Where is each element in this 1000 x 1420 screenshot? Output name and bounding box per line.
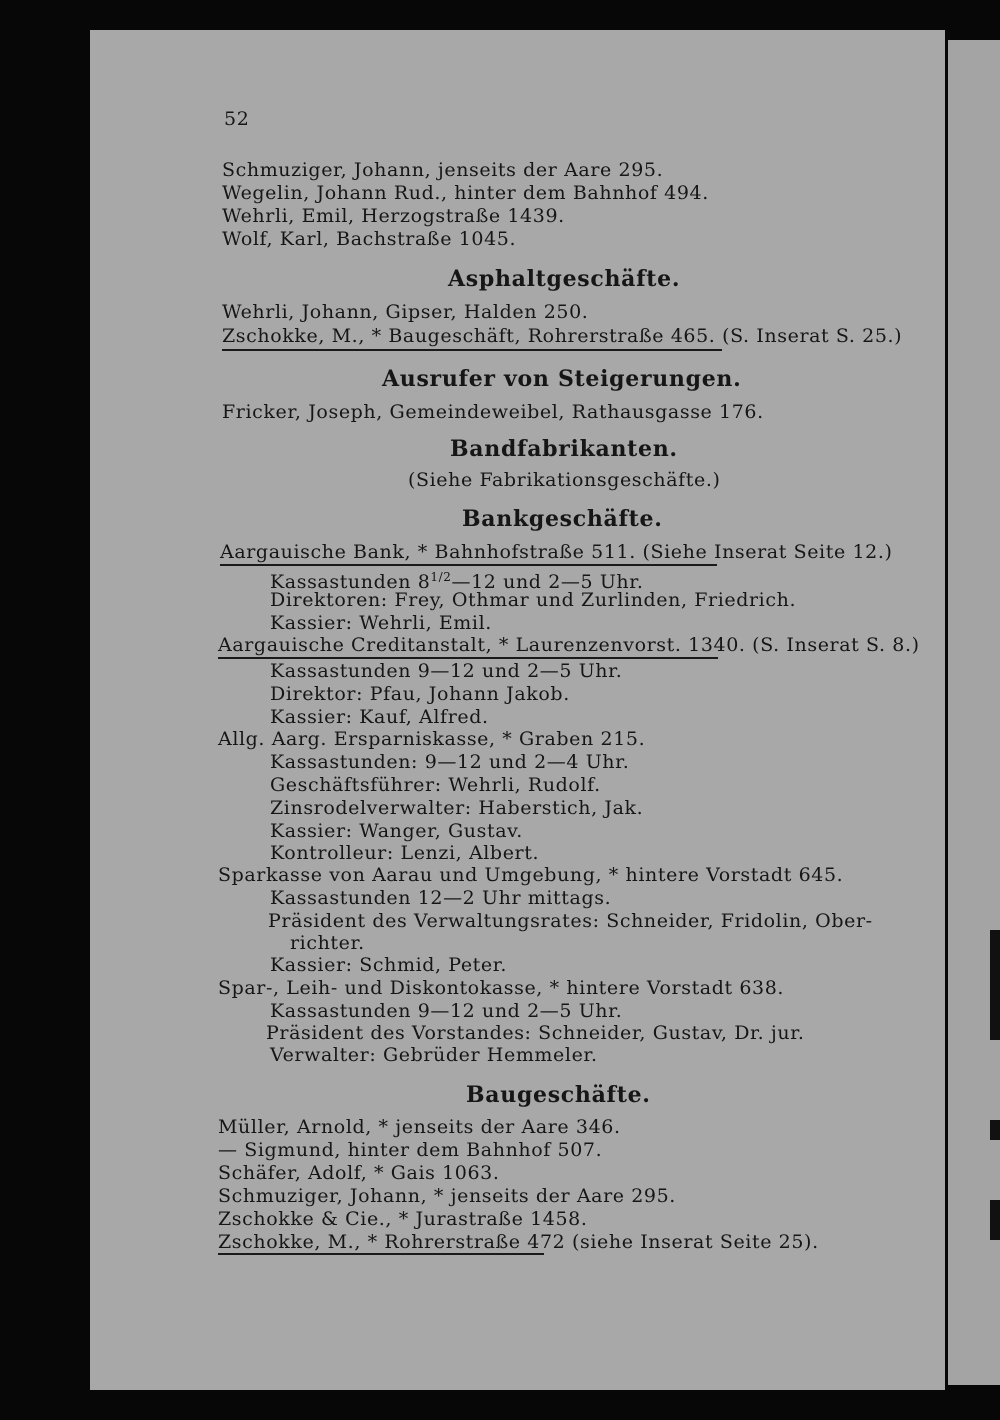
entry-text: —12 und 2—5 Uhr. bbox=[451, 571, 644, 593]
entry-line: Zschokke, M., * Rohrerstraße 472 (siehe Inserat Seite 25). bbox=[218, 1231, 819, 1253]
entry-line: Kassier: Wanger, Gustav. bbox=[270, 820, 523, 842]
section-heading: Baugeschäfte. bbox=[466, 1082, 651, 1108]
entry-line: richter. bbox=[290, 932, 365, 954]
entry-line: Sparkasse von Aarau und Umgebung, * hintere Vorstadt 645. bbox=[218, 864, 844, 886]
entry-line: Zschokke, M., * Baugeschäft, Rohrerstraße 465. (S. Inserat S. 25.) bbox=[222, 325, 903, 347]
entry-line: Präsident des Verwaltungsrates: Schneider, Fridolin, Ober- bbox=[268, 910, 873, 932]
entry-line: Schmuziger, Johann, jenseits der Aare 295. bbox=[222, 159, 664, 181]
entry-line: Wehrli, Emil, Herzogstraße 1439. bbox=[222, 205, 565, 227]
entry-line: Müller, Arnold, * jenseits der Aare 346. bbox=[218, 1116, 621, 1138]
entry-line: Schäfer, Adolf, * Gais 1063. bbox=[218, 1162, 500, 1184]
page-number: 52 bbox=[224, 108, 250, 130]
entry-text: Kassastunden 8 bbox=[270, 571, 431, 593]
entry-line: Direktoren: Frey, Othmar und Zurlinden, Friedrich. bbox=[270, 589, 797, 611]
entry-line: Kassier: Wehrli, Emil. bbox=[270, 612, 492, 634]
entry-line: Geschäftsführer: Wehrli, Rudolf. bbox=[270, 774, 601, 796]
section-heading: Asphaltgeschäfte. bbox=[448, 266, 681, 292]
entry-line: Zinsrodelverwalter: Haberstich, Jak. bbox=[270, 797, 644, 819]
entry-line: Spar-, Leih- und Diskontokasse, * hintere Vorstadt 638. bbox=[218, 977, 785, 999]
section-heading: Bandfabrikanten. bbox=[450, 436, 678, 462]
entry-line: Kassier: Kauf, Alfred. bbox=[270, 706, 489, 728]
entry-line: Direktor: Pfau, Johann Jakob. bbox=[270, 683, 570, 705]
entry-line: Kassastunden 9—12 und 2—5 Uhr. bbox=[270, 1000, 623, 1022]
section-heading: Bankgeschäfte. bbox=[462, 506, 663, 532]
adjacent-page-mark bbox=[990, 930, 1000, 1040]
fraction-text: 1/2 bbox=[430, 570, 452, 584]
entry-line: Wehrli, Johann, Gipser, Halden 250. bbox=[222, 301, 589, 323]
entry-line: Wegelin, Johann Rud., hinter dem Bahnhof 494. bbox=[222, 182, 709, 204]
entry-line: Allg. Aarg. Ersparniskasse, * Graben 215. bbox=[218, 728, 646, 750]
entry-line: Präsident des Vorstandes: Schneider, Gustav, Dr. jur. bbox=[266, 1022, 805, 1044]
advert-rule bbox=[218, 1253, 544, 1255]
entry-line: Aargauische Creditanstalt, * Laurenzenvorst. 1340. (S. Inserat S. 8.) bbox=[218, 634, 920, 656]
entry-line: Kontrolleur: Lenzi, Albert. bbox=[270, 842, 540, 864]
section-heading: Ausrufer von Steigerungen. bbox=[382, 366, 742, 392]
entry-line: Aargauische Bank, * Bahnhofstraße 511. (Siehe Inserat Seite 12.) bbox=[220, 541, 893, 563]
entry-line: Kassastunden 12—2 Uhr mittags. bbox=[270, 887, 612, 909]
adjacent-page-mark bbox=[990, 1200, 1000, 1240]
entry-line: — Sigmund, hinter dem Bahnhof 507. bbox=[218, 1139, 603, 1161]
adjacent-page-mark bbox=[990, 1120, 1000, 1140]
adjacent-page-edge bbox=[948, 40, 1000, 1385]
advert-rule bbox=[218, 657, 718, 659]
entry-line: Schmuziger, Johann, * jenseits der Aare 295. bbox=[218, 1185, 676, 1207]
entry-line: Kassastunden: 9—12 und 2—4 Uhr. bbox=[270, 751, 630, 773]
entry-line: Kassastunden 9—12 und 2—5 Uhr. bbox=[270, 660, 623, 682]
cross-reference: (Siehe Fabrikationsgeschäfte.) bbox=[408, 469, 721, 491]
advert-rule bbox=[222, 349, 722, 351]
entry-line: Zschokke & Cie., * Jurastraße 1458. bbox=[218, 1208, 588, 1230]
entry-line: Verwalter: Gebrüder Hemmeler. bbox=[270, 1044, 598, 1066]
entry-line: Wolf, Karl, Bachstraße 1045. bbox=[222, 228, 517, 250]
entry-line: Fricker, Joseph, Gemeindeweibel, Rathausgasse 176. bbox=[222, 401, 764, 423]
entry-line: Kassier: Schmid, Peter. bbox=[270, 954, 507, 976]
